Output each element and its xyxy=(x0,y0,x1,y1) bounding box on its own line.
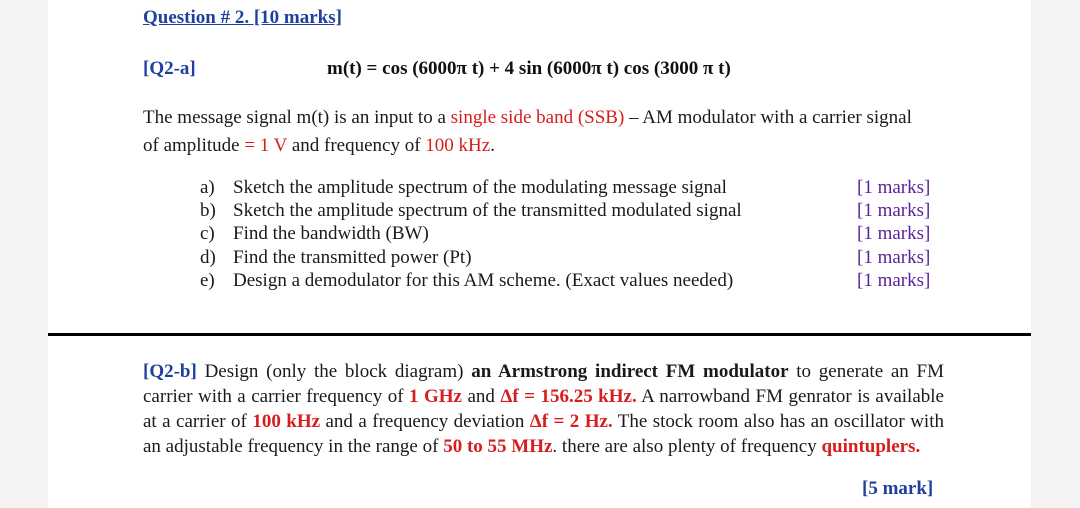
task-text: Sketch the amplitude spectrum of the modulating message signal xyxy=(233,177,727,198)
q2a-text-2: – AM modulator with a carrier signal of amplitude xyxy=(143,107,912,156)
task-item xyxy=(200,246,940,269)
question-heading: Question # 2. [10 marks] xyxy=(143,7,342,28)
q2b-text-7: . there are also plenty of frequency xyxy=(552,436,822,457)
q2b-nbfm-deviation: Δf = 2 Hz. xyxy=(529,411,613,432)
q2b-carrier-frequency: 1 GHz xyxy=(409,386,462,407)
q2b-text-3: and xyxy=(462,386,501,407)
q2b-quintuplers: quintuplers. xyxy=(821,436,921,457)
task-text: Design a demodulator for this AM scheme. (Exact values needed) xyxy=(233,269,734,291)
q2b-deviation-target: Δf = 156.25 kHz. xyxy=(500,386,637,407)
task-item xyxy=(200,222,940,245)
q2a-text-4: . xyxy=(490,135,495,156)
task-marks: [1 marks] xyxy=(857,223,931,245)
task-marks: [1 marks] xyxy=(857,246,931,268)
q2b-text-4: A narrowband FM genrator is available at a carrier of xyxy=(143,386,944,432)
task-marks: [1 marks] xyxy=(857,200,931,222)
q2a-frequency-value: 100 kHz xyxy=(425,135,491,156)
message-equation: m(t) = cos (6000π t) + 4 sin (6000π t) cos (3000 π t) xyxy=(327,58,731,79)
section-divider xyxy=(48,333,1031,336)
task-letter: a) xyxy=(200,177,215,198)
task-letter: b) xyxy=(200,200,216,222)
q2b-text-1: Design (only the block diagram) xyxy=(196,361,472,382)
task-letter: d) xyxy=(200,246,216,268)
task-item xyxy=(200,199,940,222)
task-text: Sketch the amplitude spectrum of the transmitted modulated signal xyxy=(233,200,742,222)
q2a-label: [Q2-a] xyxy=(143,58,196,79)
task-marks: [1 marks] xyxy=(857,269,931,291)
q2b-text-2: to generate an FM carrier with a carrier frequency of xyxy=(143,361,944,407)
q2b-text-6: The stock room also has an oscillator with an adjustable frequency in the range of xyxy=(143,411,944,457)
task-marks: [1 marks] xyxy=(857,177,931,198)
q2b-text-5: and a frequency deviation xyxy=(320,411,530,432)
task-text: Find the transmitted power (Pt) xyxy=(233,246,472,268)
q2a-text-3: and frequency of xyxy=(287,135,426,156)
task-item xyxy=(200,176,940,199)
q2a-ssb-term: single side band (SSB) xyxy=(450,107,625,128)
q2a-description xyxy=(143,104,923,160)
task-letter: c) xyxy=(200,223,215,245)
q2b-marks: [5 mark] xyxy=(862,478,934,499)
q2b-description xyxy=(143,359,944,459)
q2a-amplitude-value: = 1 V xyxy=(244,135,288,156)
q2b-label: [Q2-b] xyxy=(143,361,197,382)
task-list xyxy=(200,176,940,292)
task-letter: e) xyxy=(200,269,215,291)
q2b-modulator-term: an Armstrong indirect FM modulator xyxy=(471,361,789,382)
task-item xyxy=(200,269,940,292)
q2b-nbfm-carrier: 100 kHz xyxy=(252,411,321,432)
task-text: Find the bandwidth (BW) xyxy=(233,223,429,245)
q2b-oscillator-range: 50 to 55 MHz xyxy=(443,436,553,457)
q2a-text-1: The message signal m(t) is an input to a xyxy=(143,107,451,128)
